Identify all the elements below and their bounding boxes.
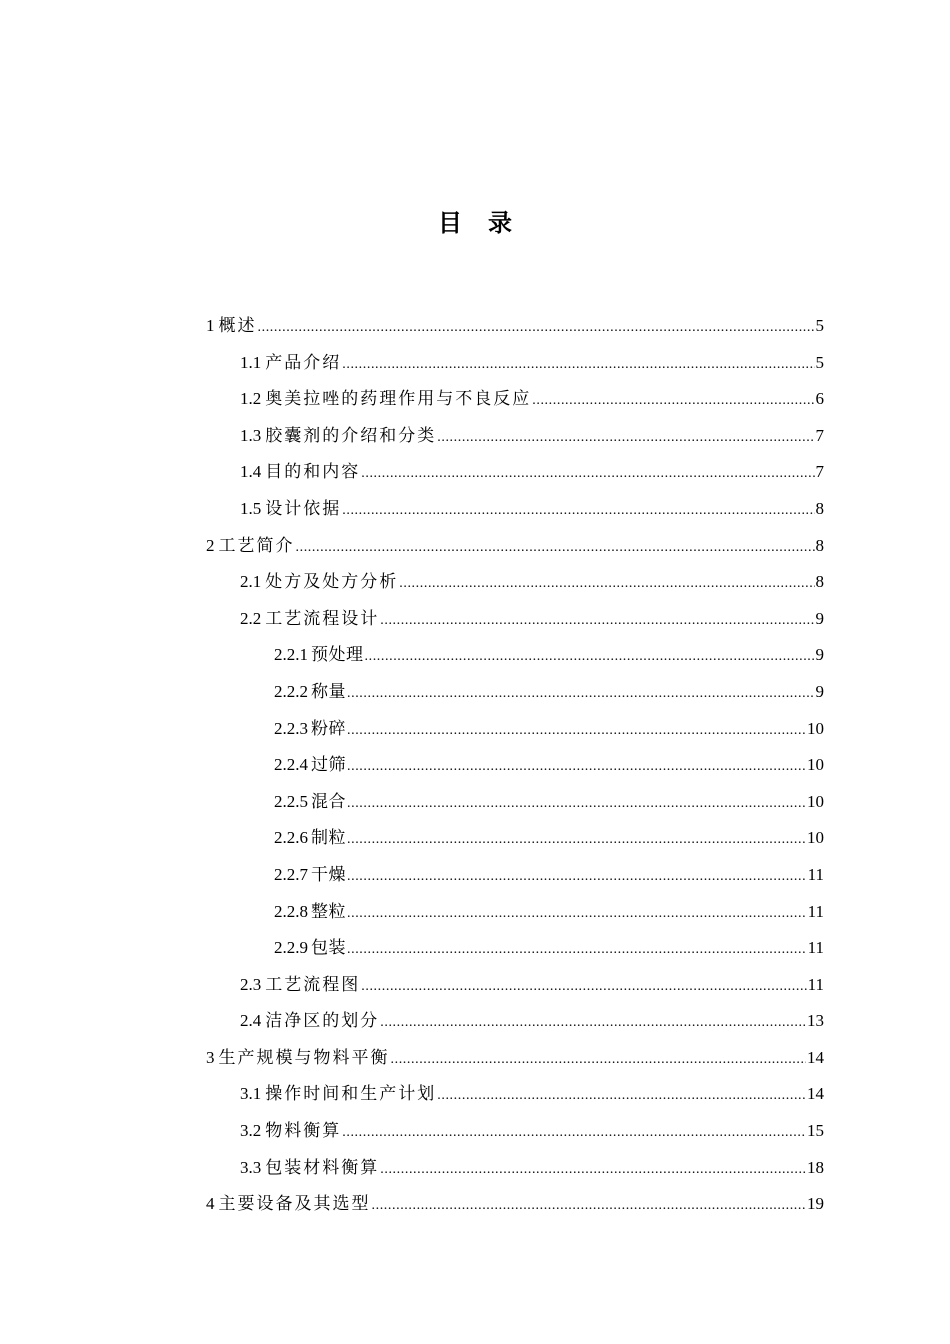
toc-entry[interactable] [206, 385, 824, 422]
toc-dot-leader [347, 900, 807, 928]
toc-entry-number: 2.2.1 [274, 645, 308, 665]
toc-dot-leader [347, 753, 806, 781]
toc-entry[interactable] [206, 422, 824, 459]
toc-entry[interactable] [206, 751, 824, 788]
toc-entry-page-number: 10 [807, 718, 824, 738]
toc-dot-leader [342, 497, 814, 525]
toc-entry[interactable] [206, 532, 824, 569]
toc-entry-number: 2.2.8 [274, 901, 308, 921]
toc-dot-leader [361, 973, 806, 1001]
toc-entry-number: 2.3 [240, 974, 262, 994]
toc-entry-title: 胶囊剂的介绍和分类 [265, 425, 437, 445]
toc-entry-page-number: 11 [807, 938, 824, 958]
toc-entry[interactable] [206, 788, 824, 825]
toc-entry-number: 2.2.7 [274, 864, 308, 884]
toc-entry-number: 3.1 [240, 1084, 262, 1104]
toc-entry-title: 整粒 [311, 901, 346, 921]
toc-dot-leader [437, 424, 814, 452]
toc-entry[interactable] [206, 605, 824, 642]
toc-dot-leader [372, 1192, 807, 1220]
toc-entry[interactable] [206, 824, 824, 861]
toc-entry-page-number: 11 [807, 974, 824, 994]
toc-entry-page-number: 6 [815, 389, 824, 409]
toc-dot-leader [437, 1082, 806, 1110]
toc-entry[interactable] [206, 678, 824, 715]
toc-entry[interactable] [206, 861, 824, 898]
toc-entry-number: 2.2.9 [274, 938, 308, 958]
toc-entry-page-number: 10 [807, 791, 824, 811]
toc-entry-page-number: 5 [815, 316, 824, 335]
toc-entry-page-number: 14 [807, 1047, 824, 1067]
toc-entry-title: 设计依据 [265, 498, 342, 518]
toc-dot-leader [361, 460, 814, 488]
toc-entry-title: 目的和内容 [265, 462, 361, 482]
toc-entry-number: 2.2.5 [274, 791, 308, 811]
toc-entry-number: 1 [206, 316, 215, 335]
toc-entry-number: 2.2.4 [274, 755, 308, 775]
toc-entry-page-number: 8 [815, 535, 824, 555]
toc-entry-page-number: 15 [807, 1121, 824, 1141]
toc-entry-title: 概述 [218, 316, 257, 335]
toc-entry-number: 1.3 [240, 425, 262, 445]
toc-entry-page-number: 8 [815, 498, 824, 518]
toc-entry-page-number: 10 [807, 755, 824, 775]
toc-entry[interactable] [206, 715, 824, 752]
toc-entry-number: 3 [206, 1047, 215, 1067]
toc-entry-page-number: 8 [815, 572, 824, 592]
toc-entry-title: 混合 [311, 791, 346, 811]
toc-entry-number: 3.2 [240, 1121, 262, 1141]
toc-entry-number: 1.2 [240, 389, 262, 409]
toc-entry-title: 粉碎 [311, 718, 346, 738]
toc-entry-number: 1.1 [240, 352, 262, 372]
toc-dot-leader [399, 570, 814, 598]
toc-entry-title: 产品介绍 [265, 352, 342, 372]
toc-entry-page-number: 9 [815, 681, 824, 701]
toc-dot-leader [347, 680, 815, 708]
toc-entry-title: 工艺流程图 [265, 974, 361, 994]
toc-dot-leader [258, 314, 815, 342]
toc-entry-number: 2.2 [240, 608, 262, 628]
toc-dot-leader [380, 1156, 806, 1184]
toc-entry-number: 2.4 [240, 1011, 262, 1031]
toc-entry-title: 工艺流程设计 [265, 608, 380, 628]
toc-title: 目录 [438, 211, 538, 237]
toc-entry[interactable] [206, 641, 824, 678]
toc-entry-title: 操作时间和生产计划 [265, 1084, 437, 1104]
table-of-contents [206, 312, 824, 1227]
toc-entry-page-number: 11 [807, 864, 824, 884]
toc-dot-leader [347, 717, 806, 745]
toc-entry-title: 制粒 [311, 828, 346, 848]
toc-entry[interactable] [206, 934, 824, 971]
toc-dot-leader [342, 351, 814, 379]
toc-entry-number: 1.5 [240, 498, 262, 518]
toc-entry-page-number: 7 [815, 425, 824, 445]
toc-dot-leader [347, 826, 806, 854]
toc-entry[interactable] [206, 312, 824, 349]
toc-entry[interactable] [206, 1190, 824, 1227]
toc-entry[interactable] [206, 495, 824, 532]
toc-dot-leader [347, 863, 807, 891]
toc-dot-leader [365, 643, 815, 671]
toc-entry-number: 4 [206, 1194, 215, 1214]
toc-entry-title: 处方及处方分析 [265, 572, 399, 592]
toc-dot-leader [296, 534, 815, 562]
toc-entry-title: 生产规模与物料平衡 [218, 1047, 390, 1067]
toc-entry-title: 预处理 [311, 645, 364, 665]
toc-dot-leader [342, 1119, 806, 1147]
toc-entry-page-number: 11 [807, 901, 824, 921]
toc-entry-title: 干燥 [311, 864, 346, 884]
toc-entry-page-number: 14 [807, 1084, 824, 1104]
toc-entry-title: 过筛 [311, 755, 346, 775]
toc-entry[interactable] [206, 898, 824, 935]
toc-entry-number: 2.2.3 [274, 718, 308, 738]
toc-entry-page-number: 9 [815, 608, 824, 628]
toc-entry-title: 物料衡算 [265, 1121, 342, 1141]
toc-entry-page-number: 10 [807, 828, 824, 848]
toc-entry-page-number: 18 [807, 1157, 824, 1177]
toc-entry-title: 洁净区的划分 [265, 1011, 380, 1031]
toc-entry[interactable] [206, 1117, 824, 1154]
toc-dot-leader [347, 790, 806, 818]
toc-entry[interactable] [206, 971, 824, 1008]
toc-entry-page-number: 19 [807, 1194, 824, 1214]
toc-entry-page-number: 7 [815, 462, 824, 482]
toc-entry-title: 包装 [311, 938, 346, 958]
toc-entry[interactable] [206, 568, 824, 605]
toc-dot-leader [380, 1009, 806, 1037]
toc-entry-number: 2.2.2 [274, 681, 308, 701]
toc-entry[interactable] [206, 1154, 824, 1191]
toc-entry-number: 3.3 [240, 1157, 262, 1177]
toc-entry-title: 工艺简介 [218, 535, 295, 555]
toc-entry-title: 奥美拉唑的药理作用与不良反应 [265, 389, 532, 409]
toc-dot-leader [380, 607, 814, 635]
toc-dot-leader [532, 387, 814, 415]
toc-entry-page-number: 13 [807, 1011, 824, 1031]
toc-entry-title: 称量 [311, 681, 346, 701]
toc-entry[interactable] [206, 1007, 824, 1044]
toc-entry-page-number: 9 [815, 645, 824, 665]
toc-entry-number: 2.1 [240, 572, 262, 592]
toc-entry[interactable] [206, 349, 824, 386]
toc-entry-number: 1.4 [240, 462, 262, 482]
toc-entry-title: 主要设备及其选型 [218, 1194, 371, 1214]
toc-entry[interactable] [206, 458, 824, 495]
toc-dot-leader [347, 936, 807, 964]
toc-entry[interactable] [206, 1080, 824, 1117]
toc-dot-leader [391, 1046, 807, 1074]
toc-entry-number: 2 [206, 535, 215, 555]
toc-entry-title: 包装材料衡算 [265, 1157, 380, 1177]
toc-entry-number: 2.2.6 [274, 828, 308, 848]
toc-entry-page-number: 5 [815, 352, 824, 372]
toc-entry[interactable] [206, 1044, 824, 1081]
